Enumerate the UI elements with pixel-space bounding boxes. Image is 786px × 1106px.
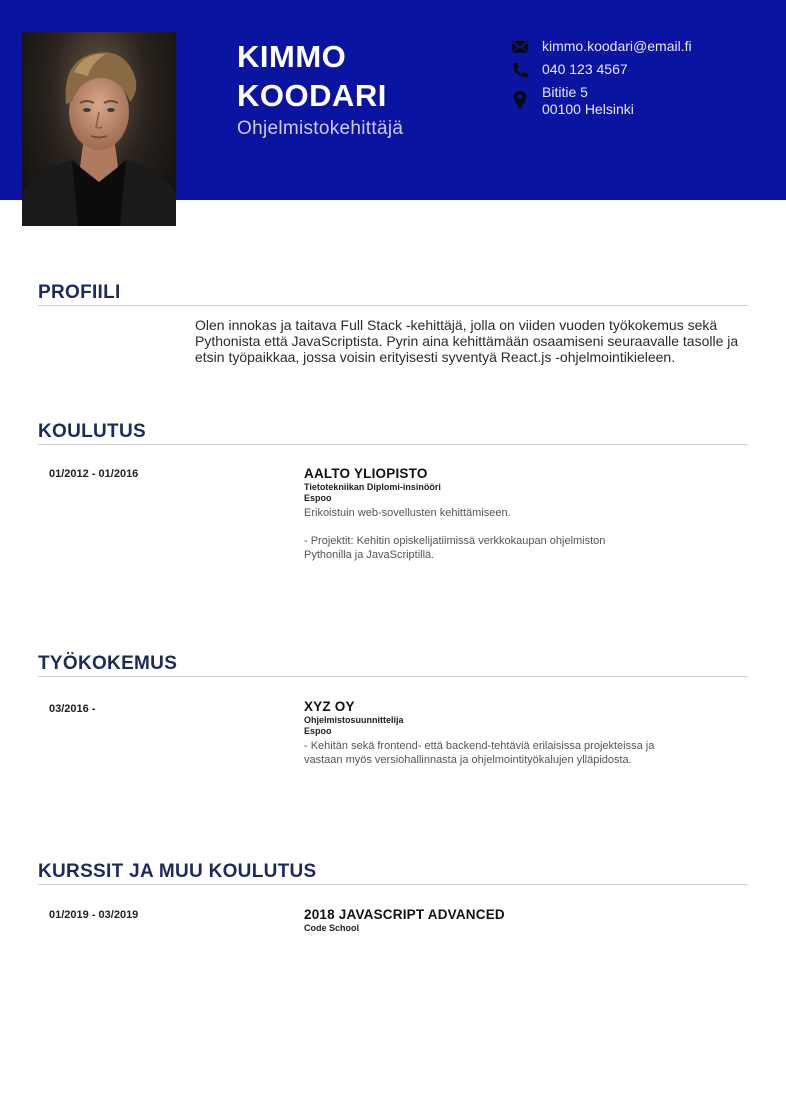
education-degree: Tietotekniikan Diplomi-insinööri (304, 482, 441, 492)
job-title: Ohjelmistokehittäjä (237, 118, 404, 139)
phone-icon (511, 62, 529, 78)
envelope-icon (511, 39, 529, 55)
education-entry (304, 465, 704, 562)
experience-entry (304, 698, 704, 767)
location-pin-icon (511, 90, 529, 110)
education-description: Erikoistuin web-sovellusten kehittämiseen. - Projektit: Kehitin opiskelijatiimissä verkkokaupan ohjelmiston Pythonilla ja JavaScriptillä. (304, 507, 606, 561)
profile-text: Olen innokas ja taitava Full Stack -kehittäjä, jolla on viiden vuoden työkokemus sekä Pythonista että JavaScriptista. Pyrin aina kehittämään osaamiseni seuraavalle tasolle ja etsin työpaikkaa, jossa voisin erityisesti syventyä React.js -ohjelmointikieleen. (195, 317, 739, 365)
course-title: 2018 JAVASCRIPT ADVANCED (304, 907, 505, 922)
section-heading-courses: KURSSIT JA MUU KOULUTUS (38, 861, 748, 885)
portrait-illustration (22, 32, 176, 226)
name-line-last: KOODARI (237, 78, 387, 113)
address-city: 00100 Helsinki (542, 101, 634, 117)
course-entry (304, 906, 704, 934)
address-text (542, 84, 634, 118)
section-heading-profile: PROFIILI (38, 282, 748, 306)
experience-date: 03/2016 - (49, 703, 96, 715)
section-heading-experience: TYÖKOKEMUS (38, 653, 748, 677)
course-date: 01/2019 - 03/2019 (49, 909, 139, 921)
course-provider: Code School (304, 923, 360, 933)
experience-description: - Kehitän sekä frontend- että backend-tehtäviä erilaisissa projekteissa ja vastaan myös versiohallinnasta ja ohjelmointityökalujen ylläpidosta. (304, 740, 655, 766)
education-school: AALTO YLIOPISTO (304, 466, 428, 481)
experience-role: Ohjelmistosuunnittelija (304, 715, 404, 725)
profile-photo (22, 32, 176, 226)
address-street: Bititie 5 (542, 84, 588, 100)
person-name (237, 37, 477, 115)
experience-location: Espoo (304, 726, 332, 736)
section-heading-education: KOULUTUS (38, 421, 748, 445)
experience-company: XYZ OY (304, 699, 355, 714)
email-text[interactable]: kimmo.koodari@email.fi (542, 38, 692, 54)
education-date: 01/2012 - 01/2016 (49, 468, 139, 480)
phone-text[interactable]: 040 123 4567 (542, 61, 628, 77)
name-line-first: KIMMO (237, 39, 347, 74)
education-location: Espoo (304, 493, 332, 503)
